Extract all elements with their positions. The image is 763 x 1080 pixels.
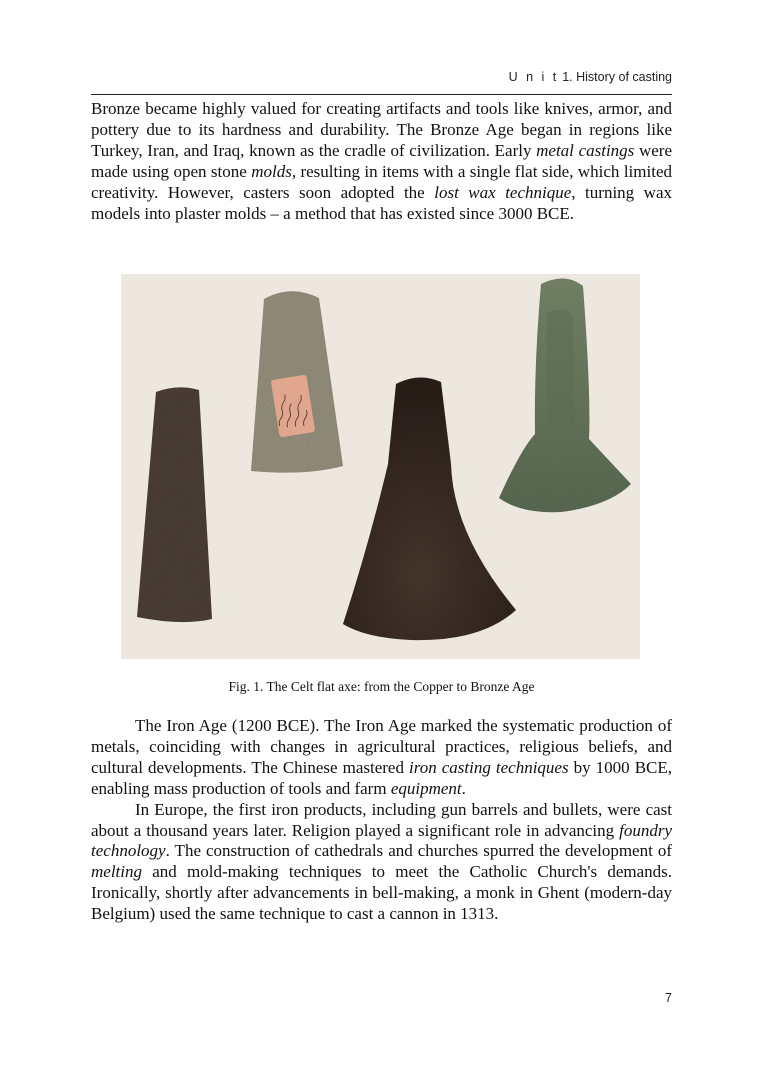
running-header bbox=[91, 70, 672, 84]
text-run: , resulting in items with a single flat side, which limited creativity. However, casters soon adopted the bbox=[91, 161, 672, 202]
term-lost-wax: lost wax technique bbox=[434, 182, 572, 202]
figure-caption: Fig. 1. The Celt flat axe: from the Copper to Bronze Age bbox=[228, 679, 535, 694]
text-run: In Europe, the first iron products, including gun barrels and bullets, were cast about a thousand years later. Religion played a significant role in advancing bbox=[91, 799, 672, 840]
iron-age-section bbox=[91, 716, 672, 925]
bronze-paragraph bbox=[91, 99, 672, 224]
axes-figure bbox=[121, 274, 640, 659]
page-number: 7 bbox=[665, 991, 672, 1005]
text-run: by 1000 BCE, enabling mass production of tools and farm bbox=[91, 757, 673, 798]
axes-photo bbox=[121, 274, 640, 659]
term-molds: molds bbox=[251, 161, 292, 181]
europe-paragraph bbox=[91, 800, 672, 925]
term-iron-casting: iron casting techniques bbox=[409, 757, 569, 777]
axe-green-hollow bbox=[546, 309, 575, 428]
text-run: and mold-making techniques to meet the Catholic Church's demands. Ironically, shortly after advancements in bell-making, a monk in Ghent (modern-day Belgium) used the same technique to cast a cannon in 1313. bbox=[91, 862, 672, 924]
term-foundry-technology: foundry technology bbox=[91, 820, 672, 861]
text-run: were made using open stone bbox=[91, 140, 672, 181]
term-melting: melting bbox=[91, 862, 142, 882]
term-equipment: equipment bbox=[390, 778, 462, 798]
text-run: . bbox=[461, 778, 466, 798]
text-run: . The construction of cathedrals and churches spurred the development of bbox=[165, 841, 672, 861]
text-run: The Iron Age (1200 BCE). The Iron Age marked the systematic production of metals, coinciding with changes in agricultural practices, religious beliefs, and cultural developments. The Chinese mastered bbox=[91, 716, 672, 777]
unit-title: 1. History of casting bbox=[562, 70, 672, 84]
iron-age-paragraph bbox=[91, 716, 672, 800]
header-rule bbox=[91, 94, 672, 95]
term-metal-castings: metal castings bbox=[536, 140, 635, 160]
text-run: , turning wax models into plaster molds – a method that has existed since 3000 BCE. bbox=[91, 182, 672, 223]
unit-label: U n i t bbox=[508, 70, 559, 84]
text-run: Bronze became highly valued for creating artifacts and tools like knives, armor, and pottery due to its hardness and durability. The Bronze Age began in regions like Turkey, Iran, and Iraq, known as the cradle of civilization. Early bbox=[91, 99, 672, 160]
intro-section bbox=[91, 99, 672, 224]
